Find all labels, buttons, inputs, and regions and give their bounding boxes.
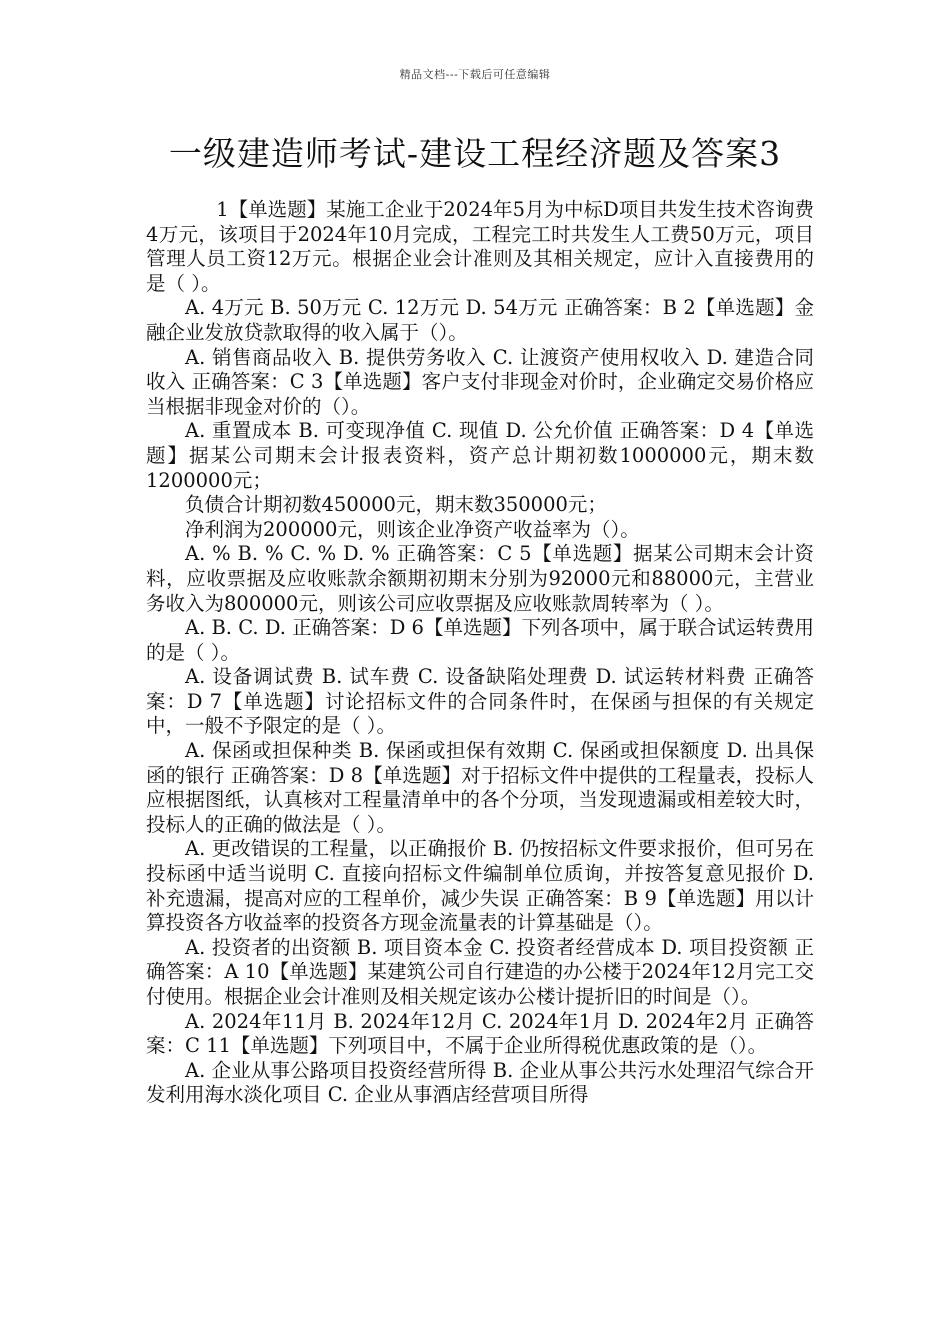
paragraph: A. 设备调试费 B. 试车费 C. 设备缺陷处理费 D. 试运转材料费 正确答案：D 7【单选题】讨论招标文件的合同条件时，在保函与担保的有关规定中，一般不予限定的是（ ）。 xyxy=(146,665,814,738)
paragraph: A. 企业从事公路项目投资经营所得 B. 企业从事公共污水处理沼气综合开发利用海水淡化项目 C. 企业从事酒店经营项目所得 xyxy=(146,1058,814,1107)
paragraph: A. 4万元 B. 50万元 C. 12万元 D. 54万元 正确答案：B 2【单选题】金融企业发放贷款取得的收入属于（）。 xyxy=(146,296,814,344)
paragraph: 1【单选题】某施工企业于2024年5月为中标D项目共发生技术咨询费4万元，该项目于2024年10月完成，工程完工时共发生人工费50万元，项目管理人员工资12万元。根据企业会计准则及其相关规定，应计入直接费用的是（ ）。 xyxy=(146,198,814,295)
document-body xyxy=(146,198,814,1108)
document-title: 一级建造师考试-建设工程经济题及答案3 xyxy=(168,134,782,173)
paragraph: A. 销售商品收入 B. 提供劳务收入 C. 让渡资产使用权收入 D. 建造合同收入 正确答案：C 3【单选题】客户支付非现金对价时，企业确定交易价格应当根据非现金对价的（）。 xyxy=(146,345,814,418)
paragraph: A. B. C. D. 正确答案：D 6【单选题】下列各项中，属于联合试运转费用的是（ ）。 xyxy=(146,616,814,664)
paragraph: A. 2024年11月 B. 2024年12月 C. 2024年1月 D. 2024年2月 正确答案：C 11【单选题】下列项目中，不属于企业所得税优惠政策的是（）。 xyxy=(146,1009,814,1058)
paragraph: A. 保函或担保种类 B. 保函或担保有效期 C. 保函或担保额度 D. 出具保函的银行 正确答案：D 8【单选题】对于招标文件中提供的工程量表，投标人应根据图纸，认真核对工程量清单中的各个分项，当发现遗漏或相差较大时，投标人的正确的做法是（ ）。 xyxy=(146,739,814,836)
paragraph: A. 投资者的出资额 B. 项目资本金 C. 投资者经营成本 D. 项目投资额 正确答案：A 10【单选题】某建筑公司自行建造的办公楼于2024年12月完工交付使用。根据企业会计准则及相关规定该办公楼计提折旧的时间是（）。 xyxy=(146,935,814,1008)
page-header: 精品文档---下载后可任意编辑 xyxy=(399,68,551,81)
paragraph: 负债合计期初数450000元，期末数350000元； xyxy=(185,493,607,517)
paragraph: 净利润为200000元，则该企业净资产收益率为（）。 xyxy=(185,517,640,541)
paragraph: A. % B. % C. % D. % 正确答案：C 5【单选题】据某公司期末会计资料，应收票据及应收账款余额期初期末分别为92000元和88000元，主营业务收入为800000元，则该公司应收票据及应收账款周转率为（ ）。 xyxy=(146,542,814,615)
paragraph: A. 重置成本 B. 可变现净值 C. 现值 D. 公允价值 正确答案：D 4【单选题】据某公司期末会计报表资料，资产总计期初数1000000元，期末数1200000元； xyxy=(146,419,814,492)
paragraph: A. 更改错误的工程量，以正确报价 B. 仍按招标文件要求报价，但可另在投标函中适当说明 C. 直接向招标文件编制单位质询，并按答复意见报价 D. 补充遗漏，提高对应的工程单价，减少失误 正确答案：B 9【单选题】用以计算投资各方收益率的投资各方现金流量表的计算基础是（）。 xyxy=(146,837,814,935)
